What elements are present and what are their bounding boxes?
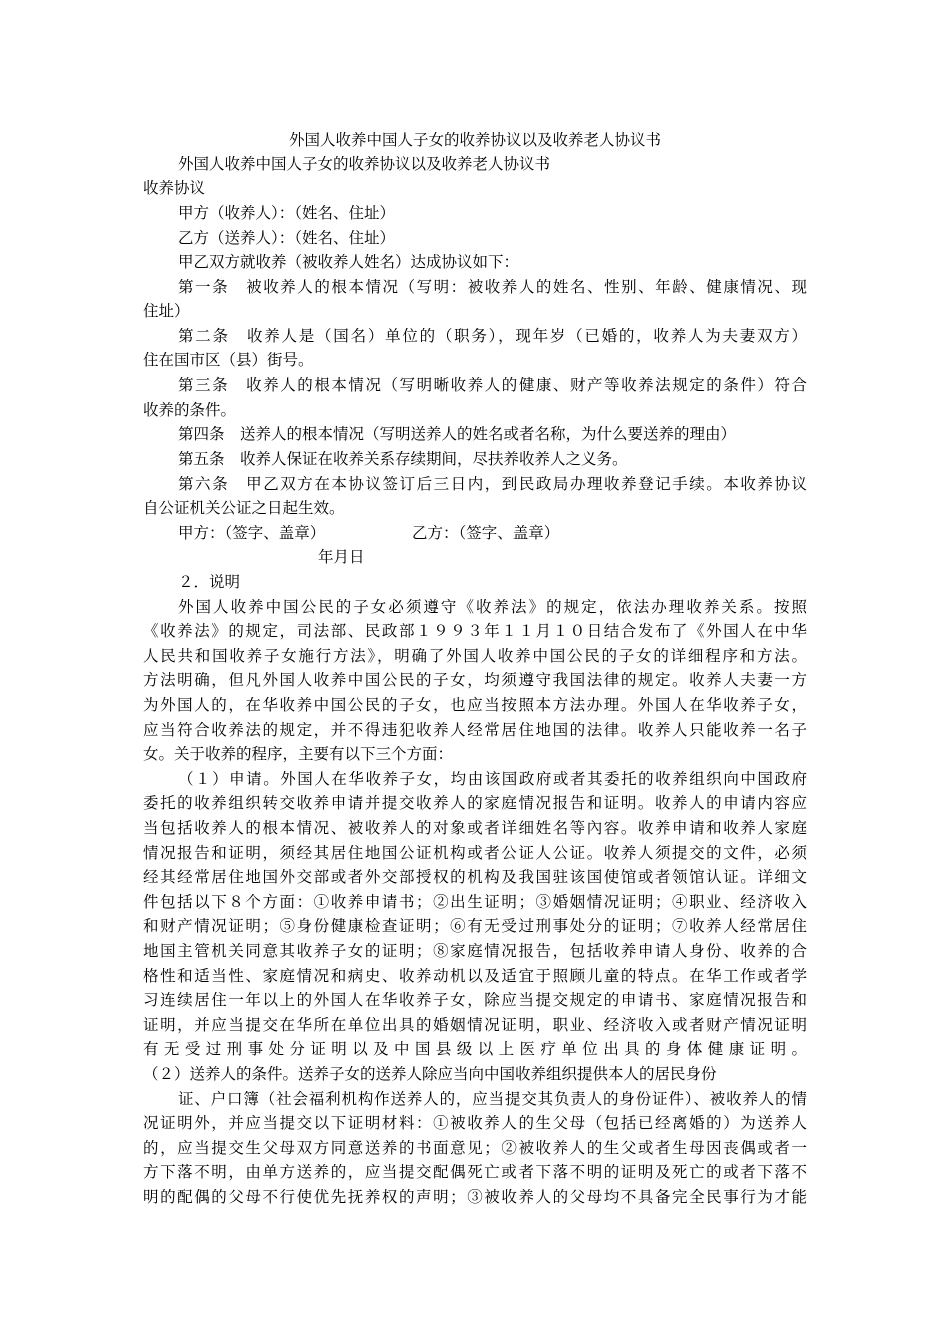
document-title: 外国人收养中国人子女的收养协议以及收养老人协议书 (288, 131, 661, 149)
paragraph-line: 为外国人的，在华收养中国公民的子女，也应当按照本方法办理。外国人在华收养子女， (143, 696, 807, 714)
paragraph-line: 明的配偶的父母不行使优先抚养权的声明；③被收养人的父母均不具备完全民事行为才能 (143, 1188, 807, 1206)
paragraph-line: 和财产情况证明；⑤身份健康检查证明；⑥有无受过刑事处分的证明；⑦收养人经常居住 (143, 917, 807, 935)
paragraph-line: 女。关于收养的程序，主要有以下三个方面： (143, 745, 454, 763)
signature-party-a: 甲方：（签字、盖章） (178, 524, 326, 542)
section-heading: 收养协议 (143, 179, 206, 197)
paragraph-line: 方法明确，但凡外国人收养中国公民的子女，均须遵守我国法律的规定。收养人夫妻一方 (143, 671, 807, 689)
paragraph-line: 件包括以下８个方面：①收养申请书；②出生证明；③婚姻情况证明；④职业、经济收入 (143, 893, 807, 911)
paragraph-line: 委托的收养组织转交收养申请并提交收养人的家庭情况报告和证明。收养人的申请内容应 (143, 794, 807, 812)
paragraph-line: （２）送养人的条件。送养子女的送养人除应当向中国收养组织提供本人的居民身份 (143, 1065, 717, 1083)
paragraph-line: 方下落不明，由单方送养的，应当提交配偶死亡或者下落不明的证明及死亡的或者下落不 (143, 1163, 807, 1181)
paragraph-line: 外国人收养中国公民的子女必须遵守《收养法》的规定，依法办理收养关系。按照 (178, 598, 807, 616)
article-line: 自公证机关公证之日起生效。 (143, 499, 345, 517)
article-line: 第六条 甲乙双方在本协议签订后三日内，到民政局办理收养登记手续。本收养协议 (178, 475, 807, 493)
paragraph-line: 的，应当提交生父母双方同意送养的书面意见；②被收养人的生父或者生母因丧偶或者一 (143, 1139, 807, 1157)
paragraph-line: 有无受过刑事处分证明以及中国县级以上医疗单位出具的身体健康证明。 (143, 1040, 807, 1058)
paragraph-line: 证明，并应当提交在华所在单位出具的婚姻情况证明，职业、经济收入或者财产情况证明 (143, 1016, 807, 1034)
paragraph-line: 地国主管机关同意其收养子女的证明；⑧家庭情况报告，包括收养申请人身份、收养的合 (143, 942, 807, 960)
date-line: 年月日 (318, 548, 365, 566)
paragraph-line: 习连续居住一年以上的外国人在华收养子女，除应当提交规定的申请书、家庭情况报告和 (143, 991, 807, 1009)
paragraph-line: （１）申请。外国人在华收养子女，均由该国政府或者其委托的收养组织向中国政府 (178, 770, 807, 788)
paragraph-line: 况证明外，并应当提交以下证明材料：①被收养人的生父母（包括已经离婚的）为送养人 (143, 1114, 807, 1132)
article-line: 第五条 收养人保证在收养关系存续期间，尽扶养收养人之义务。 (178, 450, 628, 468)
agreement-intro: 甲乙双方就收养（被收养人姓名）达成协议如下： (178, 253, 520, 271)
article-line: 第四条 送养人的根本情况（写明送养人的姓名或者名称，为什么要送养的理由） (178, 425, 737, 443)
paragraph-line: 应当符合收养法的规定，并不得违犯收养人经常居住地国的法律。收养人只能收养一名子 (143, 721, 807, 739)
paragraph-line: 格性和适当性、家庭情况和病史、收养动机以及适宜于照顾儿童的特点。在华工作或者学 (143, 967, 807, 985)
paragraph-line: 当包括收养人的根本情况、被收养人的对象或者详细姓名等內容。收养申请和收养人家庭 (143, 819, 807, 837)
paragraph-line: 《收养法》的规定，司法部、民政部１９９３年１１月１０日结合发布了《外国人在中华 (143, 622, 807, 640)
article-line: 第一条 被收养人的根本情况（写明：被收养人的姓名、性别、年龄、健康情况、现 (178, 278, 807, 296)
party-a-line: 甲方（收养人）：（姓名、住址） (178, 204, 396, 222)
article-line: 住址） (143, 302, 190, 320)
party-b-line: 乙方（送养人）：（姓名、住址） (178, 229, 396, 247)
paragraph-line: 证、户口簿（社会福利机构作送养人的，应当提交其负责人的身份证件）、被收养人的情 (178, 1090, 807, 1108)
article-line: 收养的条件。 (143, 401, 237, 419)
article-line: 住在国市区（县）街号。 (143, 351, 314, 369)
article-line: 第三条 收养人的根本情况（写明晰收养人的健康、财产等收养法规定的条件）符合 (178, 376, 807, 394)
section-heading: ２．说明 (178, 573, 241, 591)
paragraph-line: 经其经常居住地国外交部或者外交部授权的机构及我国驻该国使馆或者领馆认证。详细文 (143, 868, 807, 886)
article-line: 第二条 收养人是（国名）单位的（职务），现年岁（已婚的，收养人为夫妻双方） (178, 327, 807, 345)
paragraph-line: 情况报告和证明，须经其居住地国公证机构或者公证人公证。收养人须提交的文件，必须 (143, 844, 807, 862)
signature-party-b: 乙方：（签字、盖章） (412, 524, 560, 542)
subtitle-line: 外国人收养中国人子女的收养协议以及收养老人协议书 (178, 155, 551, 173)
paragraph-line: 人民共和国收养子女施行方法》，明确了外国人收养中国公民的子女的详细程序和方法。 (143, 647, 807, 665)
